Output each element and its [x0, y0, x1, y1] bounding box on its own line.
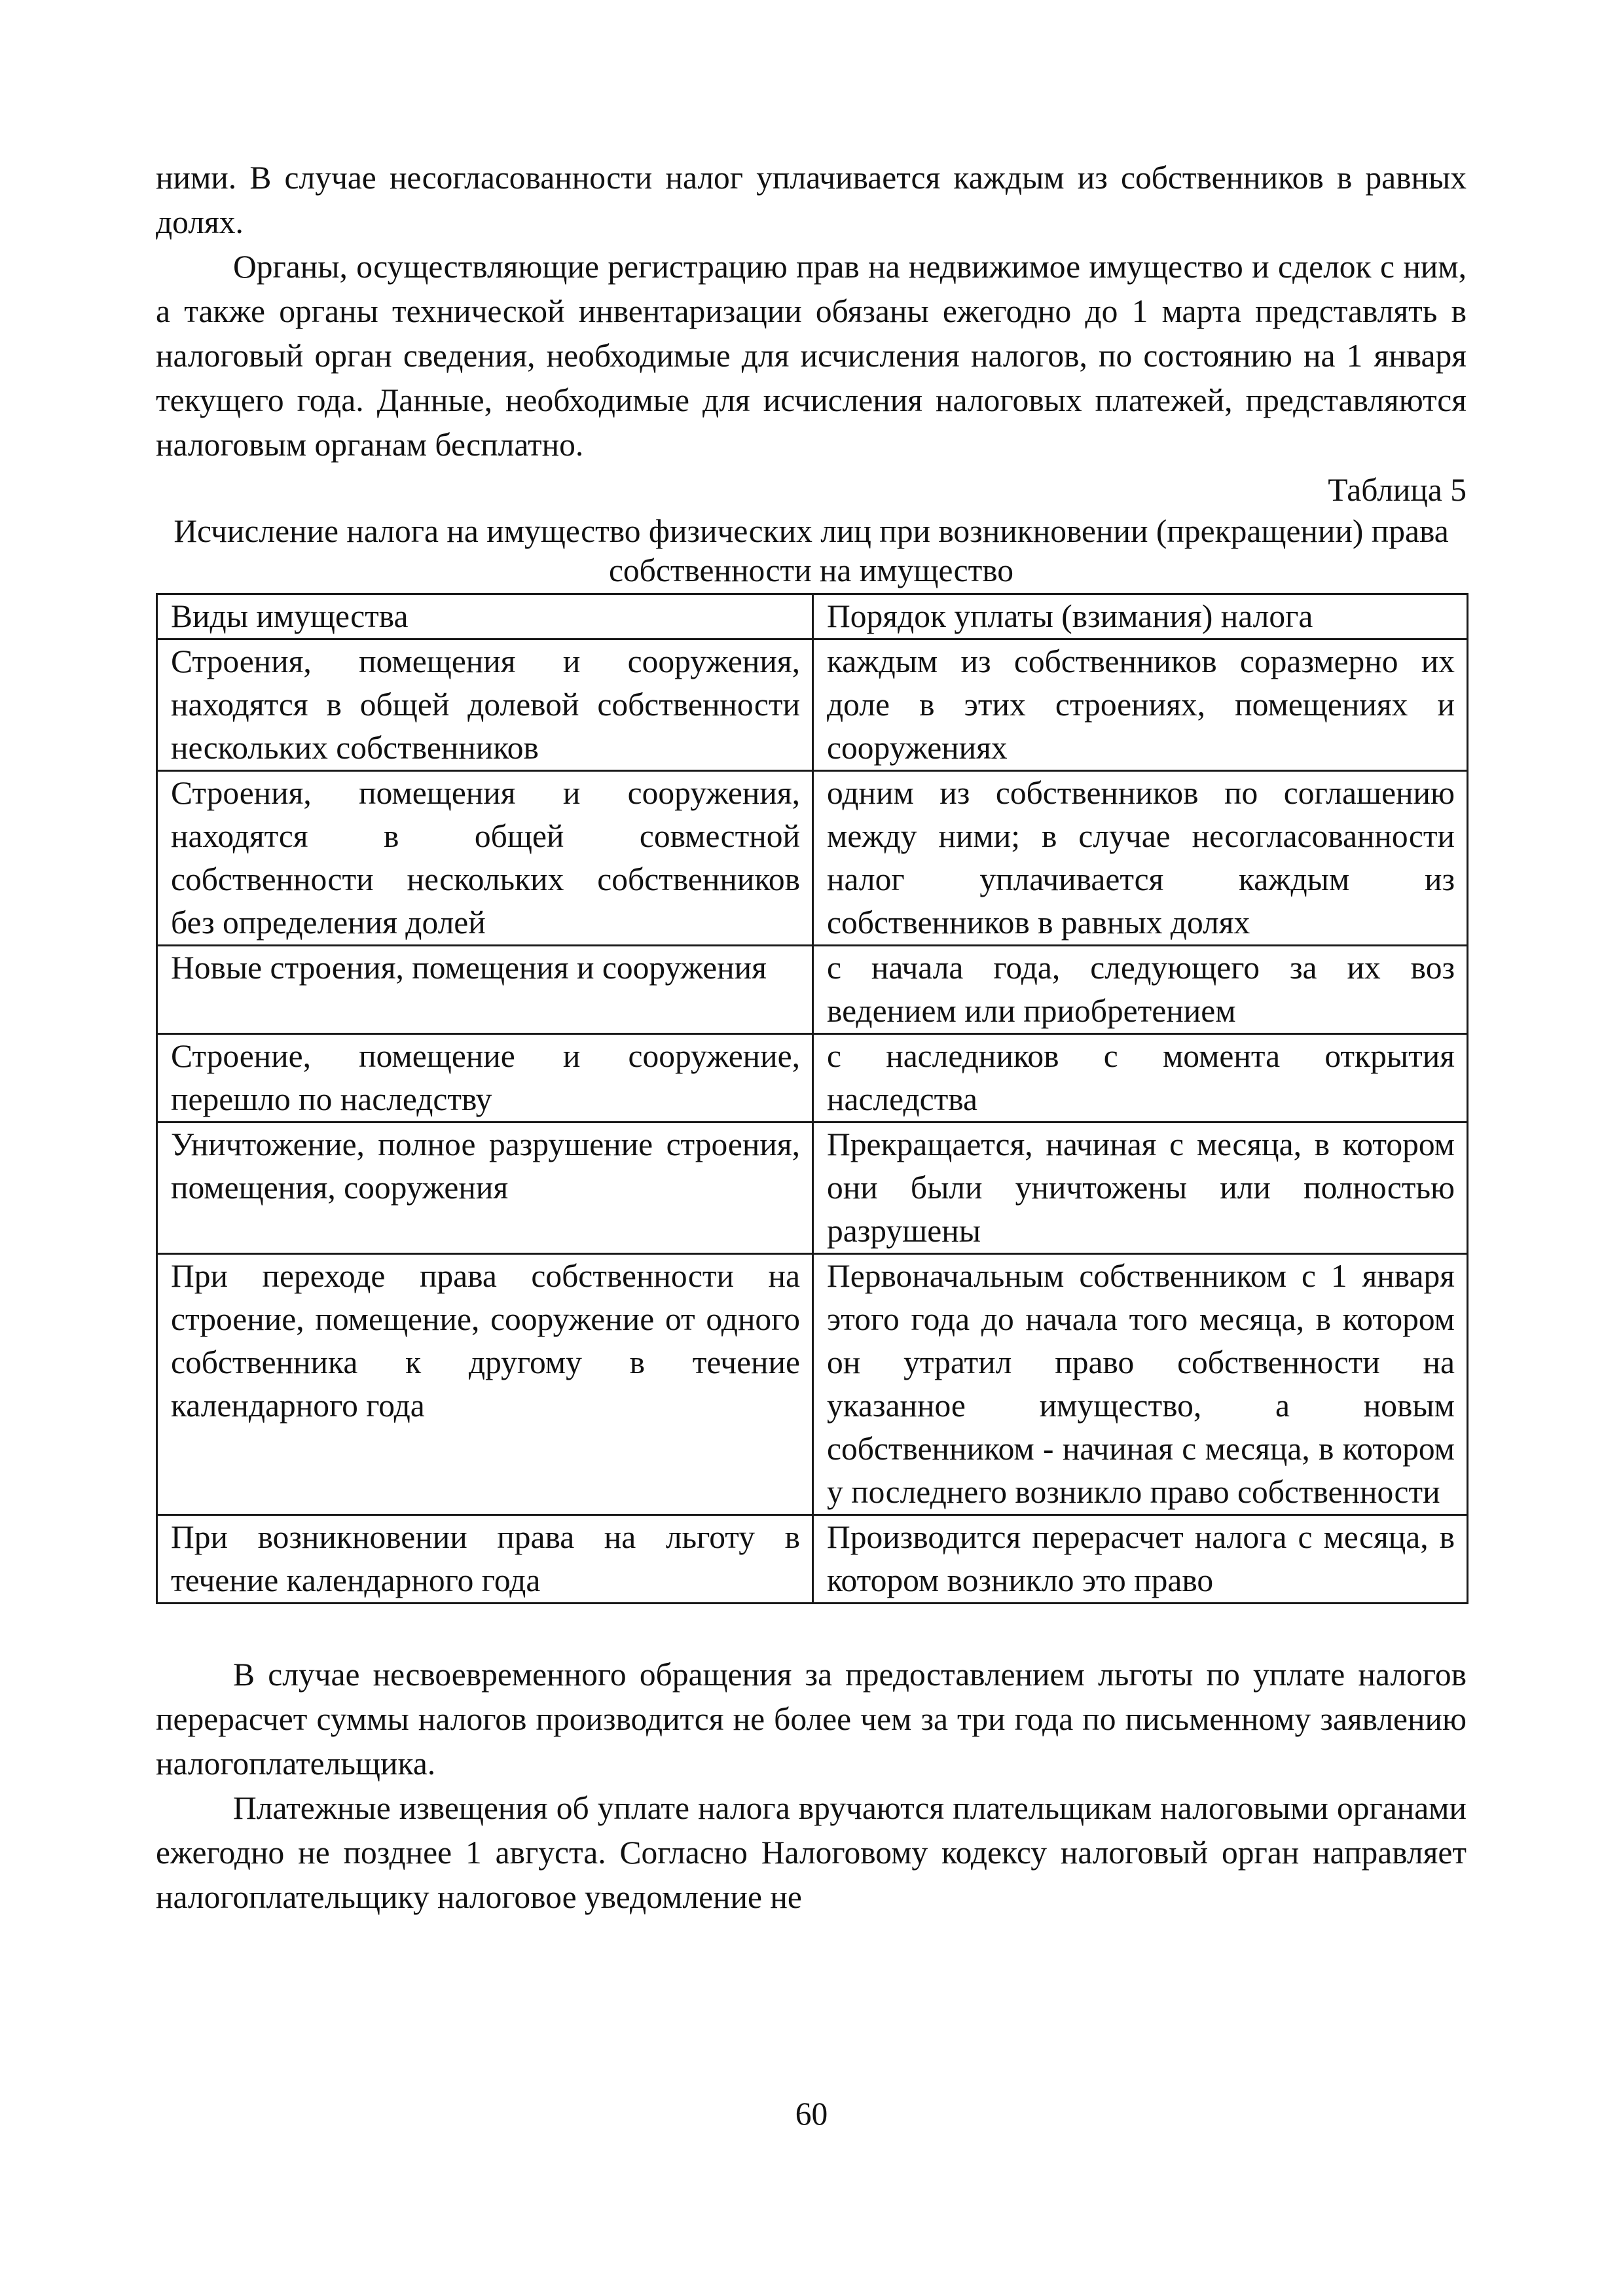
table-row — [157, 639, 1468, 771]
header-property-type: Виды имущества — [157, 594, 813, 639]
page-number: 60 — [795, 2096, 828, 2132]
table-row — [157, 1122, 1468, 1254]
cell-property-type: Строения, помещения и сооружения, находятся в общей долевой собственности нескольких собственников — [157, 639, 813, 771]
cell-payment-order: одним из собственников по соглашению между ними; в случае несогласованности налог уплачивается каждым из собственников в равных долях — [813, 771, 1468, 946]
header-payment-order: Порядок уплаты (взимания) налога — [813, 594, 1468, 639]
paragraph-late-benefit: В случае несвоевременного обращения за предоставлением льготы по уплате налогов перерасчет суммы налогов производится не более чем за три года по письменному заявлению налогоплательщика. — [156, 1657, 1467, 1782]
cell-property-type: Новые строения, помещения и сооружения — [157, 946, 813, 1034]
table-row — [157, 946, 1468, 1034]
table-row — [157, 771, 1468, 946]
paragraph-payment-notices: Платежные извещения об уплате налога вручаются плательщикам налоговыми органами ежегодно не позднее 1 августа. Согласно Налоговому кодексу налоговый орган направляет налогоплательщику налоговое уведомление не — [156, 1790, 1467, 1915]
cell-payment-order: каждым из собственников соразмерно их доле в этих строениях, помещениях и сооружениях — [813, 639, 1468, 771]
table-number: Таблица 5 — [1328, 472, 1467, 508]
page-content — [156, 156, 1467, 1920]
cell-property-type: При переходе права собственности на строение, помещение, сооружение от одного собственника к другому в течение календарного года — [157, 1254, 813, 1515]
cell-payment-order: Первоначальным собственником с 1 января этого года до начала того месяца, в котором он утратил право собственности на указанное имущество, а новым собственником - начиная с месяца, в котором у последнего возникло право собственности — [813, 1254, 1468, 1515]
cell-payment-order: Прекращается, начиная с месяца, в котором они были уничтожены или полностью разрушены — [813, 1122, 1468, 1254]
cell-property-type: При возникновении права на льготу в течение календарного года — [157, 1515, 813, 1604]
table-row — [157, 1254, 1468, 1515]
paragraph-continuation: ними. В случае несогласованности налог уплачивается каждым из собственников в равных долях. — [156, 160, 1467, 240]
table-header-row — [157, 594, 1468, 639]
table-row — [157, 1034, 1468, 1122]
table-caption: Исчисление налога на имущество физических лиц при возникновении (прекращении) права собственности на имущество — [173, 513, 1449, 588]
cell-property-type: Строение, помещение и сооружение, перешло по наследству — [157, 1034, 813, 1122]
paragraph-registration-bodies: Органы, осуществляющие регистрацию прав на недвижимое имущество и сделок с ним, а также органы технической инвентаризации обязаны ежегодно до 1 марта представлять в налоговый орган сведения, необходимые для исчисления налогов, по состоянию на 1 января текущего года. Данные, необходимые для исчисления налоговых платежей, представляются налоговым органам бесплатно. — [156, 249, 1467, 463]
cell-payment-order: Производится перерасчет налога с месяца, в котором возникло это право — [813, 1515, 1468, 1604]
cell-payment-order: с начала года, следующего за их воз ведением или приобретением — [813, 946, 1468, 1034]
cell-property-type: Уничтожение, полное разрушение строения, помещения, сооружения — [157, 1122, 813, 1254]
tax-table — [156, 593, 1468, 1604]
cell-payment-order: с наследников с момента открытия наследства — [813, 1034, 1468, 1122]
cell-property-type: Строения, помещения и сооружения, находятся в общей совместной собственности нескольких собственников без определения долей — [157, 771, 813, 946]
table-row — [157, 1515, 1468, 1604]
